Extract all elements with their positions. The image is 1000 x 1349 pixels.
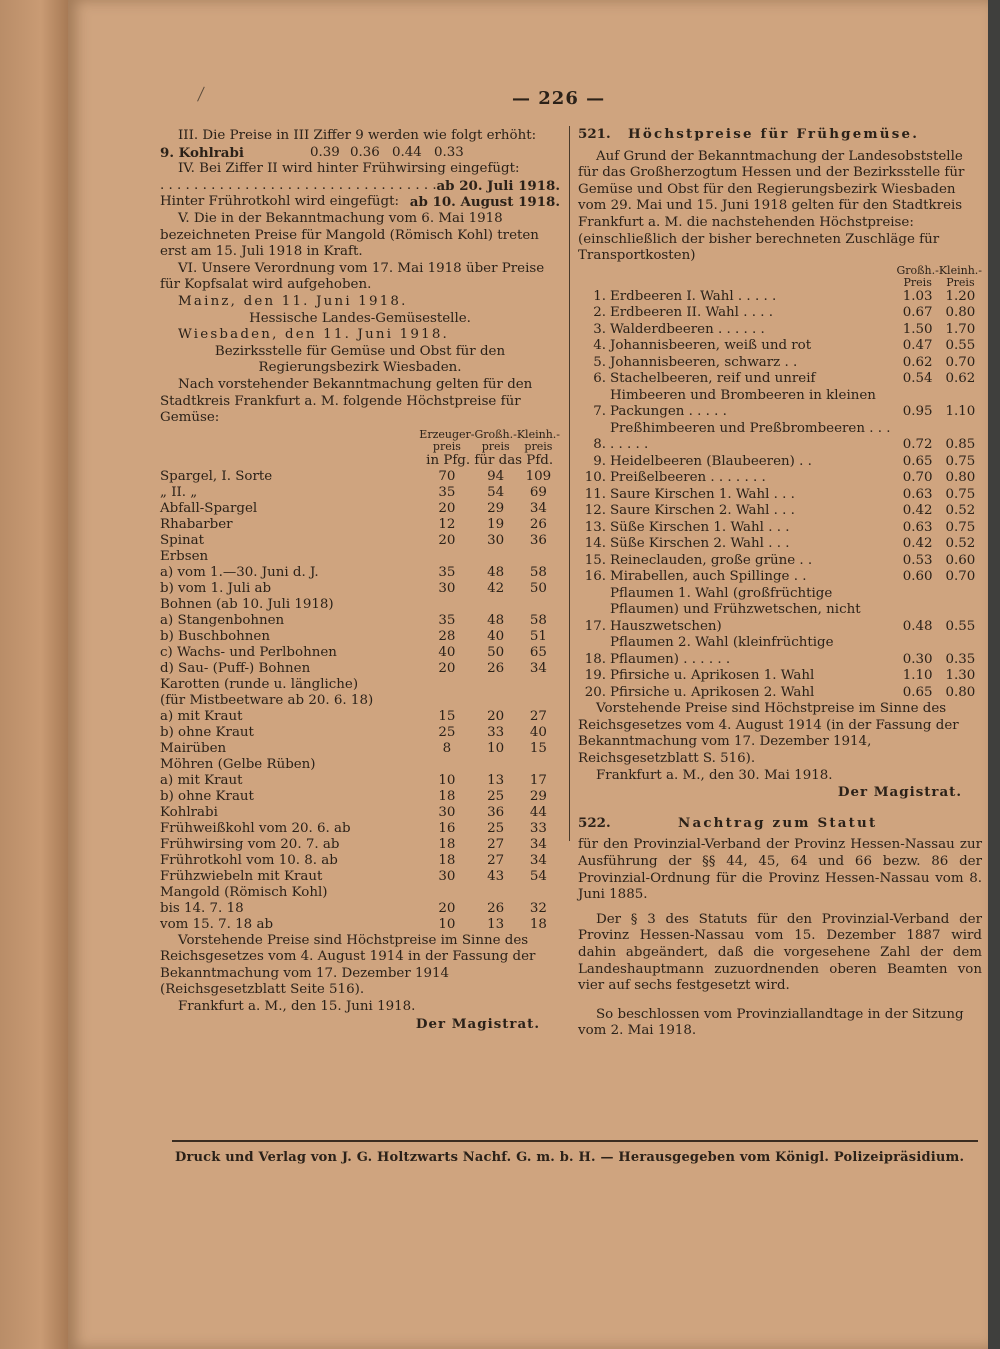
price-cell: 15	[529, 740, 547, 756]
column-header: Erzeuger-preis	[419, 427, 475, 453]
table-row	[160, 917, 560, 933]
price-cell: 13	[487, 916, 505, 932]
price-cell: 27	[487, 852, 505, 868]
item-name: Erdbeeren II. Wahl . . . .	[610, 305, 774, 321]
table-row	[160, 805, 560, 821]
table-row	[578, 355, 982, 372]
price-cell: 0.85	[945, 437, 976, 453]
table-row	[160, 901, 560, 917]
item-name: Saure Kirschen 1. Wahl . . .	[610, 486, 795, 502]
price-cell: 34	[529, 836, 547, 852]
item-number: 14.	[584, 536, 606, 552]
item-name: Saure Kirschen 2. Wahl . . .	[610, 503, 795, 519]
price-cell: 0.54	[902, 371, 933, 387]
price-cell: 58	[529, 612, 547, 628]
table-row	[160, 661, 560, 677]
price-cell: 0.53	[902, 552, 933, 568]
item-number: 19.	[584, 668, 606, 684]
item-name: Erdbeeren I. Wahl . . . . .	[610, 288, 777, 304]
kohlrabi-value: 0.36	[350, 144, 380, 160]
item-name: Pflaumen 1. Wahl (großfrüchtige Pflaumen) und Frühzwetschen, nicht Hauszwetschen)	[610, 585, 861, 634]
kohlrabi-value: 0.33	[434, 144, 464, 160]
vegetable-price-table	[160, 429, 560, 933]
price-cell: 18	[438, 788, 456, 804]
item-name: Abfall-Spargel	[160, 500, 258, 516]
price-cell: 0.30	[902, 651, 933, 667]
price-cell: 0.80	[945, 305, 976, 321]
item-name: Heidelbeeren (Blaubeeren) . .	[610, 453, 812, 469]
item-number: 8.	[593, 437, 606, 453]
price-cell	[517, 677, 560, 693]
price-cell	[475, 549, 517, 565]
mainz-org: Hessische Landes-Gemüsestelle.	[249, 310, 471, 326]
item-name: b) ohne Kraut	[160, 788, 254, 804]
price-cell: 30	[487, 532, 505, 548]
table-row	[160, 501, 560, 517]
item-name: „ II. „	[160, 484, 198, 500]
price-cell: 18	[529, 916, 547, 932]
price-cell: 27	[529, 708, 547, 724]
price-cell: 65	[529, 644, 547, 660]
table-row	[160, 565, 560, 581]
footer-imprint: Druck und Verlag von J. G. Holtzwarts Nachf. G. m. b. H. — Herausgegeben vom Königl. Polizeipräsidium.	[175, 1150, 965, 1165]
price-cell	[475, 757, 517, 773]
item-name: a) mit Kraut	[160, 772, 243, 788]
price-cell	[419, 597, 474, 613]
table-row	[160, 645, 560, 661]
vegetable-intro: Nach vorstehender Bekanntmachung gelten für den Stadtkreis Frankfurt a. M. folgende Höchstpreise für Gemüse:	[160, 376, 533, 426]
section-522-body: Der § 3 des Statuts für den Provinzial-Verband der Provinz Hessen-Nassau vom 15. Dezember 1887 wird dahin abgeändert, daß die vorgesehene Zahl der dem Landeshauptmann zuzuordnenden oberen Beamten von vier auf sechs festgesetzt wird.	[578, 911, 982, 994]
price-cell: 34	[529, 852, 547, 868]
price-cell: 48	[487, 612, 505, 628]
price-cell: 0.75	[945, 519, 976, 535]
item-name: Süße Kirschen 1. Wahl . . .	[610, 519, 790, 535]
price-cell: 30	[438, 580, 456, 596]
table-row	[578, 569, 982, 586]
item-name: Pflaumen 2. Wahl (kleinfrüchtige Pflaumen) . . . . . .	[610, 635, 834, 667]
table-row	[578, 635, 982, 668]
price-cell: 58	[529, 564, 547, 580]
item-name: Johannisbeeren, weiß und rot	[610, 338, 812, 354]
price-cell	[475, 597, 517, 613]
item-number: 2.	[593, 305, 606, 321]
item-name: Walderdbeeren . . . . . .	[610, 321, 765, 337]
price-cell: 19	[487, 516, 505, 532]
item-name: a) Stangenbohnen	[160, 612, 285, 628]
item-number: 12.	[584, 503, 606, 519]
price-cell: 0.65	[902, 453, 933, 469]
item-number: 1.	[593, 288, 606, 304]
table-row	[578, 454, 982, 471]
paragraph-v: V. Die in der Bekanntmachung vom 6. Mai 1918 bezeichneten Preise für Mangold (Römisch Kohl) treten erst am 15. Juli 1918 in Kraft.	[160, 210, 539, 260]
price-cell: 0.62	[945, 371, 976, 387]
left-date: Frankfurt a. M., den 15. Juni 1918.	[178, 999, 416, 1015]
item-number: 20.	[584, 684, 606, 700]
price-cell: 0.95	[902, 404, 933, 420]
left-column	[160, 128, 560, 1032]
item-name: Bohnen (ab 10. Juli 1918)	[160, 596, 334, 612]
table-row	[160, 613, 560, 629]
item-number: 16.	[584, 569, 606, 585]
item-name: Reineclauden, große grüne . .	[610, 552, 813, 568]
table-row	[160, 725, 560, 741]
table-row	[160, 597, 560, 613]
section-522-close: So beschlossen vom Provinziallandtage in der Sitzung vom 2. Mai 1918.	[578, 1006, 964, 1039]
wiesbaden-date: Wiesbaden, den 11. Juni 1918.	[178, 327, 450, 343]
price-cell: 25	[487, 820, 505, 836]
price-cell: 0.47	[902, 338, 933, 354]
column-header: Kleinh.-Preis	[938, 263, 982, 289]
table-row	[160, 581, 560, 597]
price-cell: 0.52	[945, 503, 976, 519]
item-name: Preißelbeeren . . . . . . .	[610, 470, 766, 486]
price-cell: 0.80	[945, 470, 976, 486]
table-row	[160, 773, 560, 789]
item-name: Spinat	[160, 532, 205, 548]
item-number: 15.	[584, 552, 606, 568]
price-cell	[419, 677, 474, 693]
table-row	[578, 470, 982, 487]
item-name: Preßhimbeeren und Preßbrombeeren . . . . . . . .	[610, 420, 891, 453]
section-521-heading	[578, 126, 982, 143]
price-cell: 0.67	[902, 305, 933, 321]
price-cell: 35	[438, 612, 456, 628]
item-number: 7.	[593, 404, 606, 420]
paragraph-iv-value: ab 20. Juli 1918.	[436, 177, 560, 194]
item-name: a) mit Kraut	[160, 708, 243, 724]
price-cell: 50	[529, 580, 547, 596]
unit-header: in Pfg. für das Pfd.	[426, 452, 554, 468]
price-cell: 25	[438, 724, 456, 740]
paragraph-iv: IV. Bei Ziffer II wird hinter Frühwirsing eingefügt:	[178, 161, 520, 177]
item-number: 10.	[584, 470, 606, 486]
item-number: 3.	[593, 321, 606, 337]
item-name: Pfirsiche u. Aprikosen 1. Wahl	[610, 668, 815, 684]
table-row	[160, 789, 560, 805]
price-cell: 69	[529, 484, 547, 500]
item-number: 9.	[593, 453, 606, 469]
price-cell: 34	[529, 660, 547, 676]
table-row	[578, 305, 982, 322]
price-cell: 0.63	[902, 486, 933, 502]
item-name: d) Sau- (Puff-) Bohnen	[160, 660, 311, 676]
kohlrabi-value: 0.44	[392, 144, 422, 160]
price-cell: 26	[529, 516, 547, 532]
item-name: c) Wachs- und Perlbohnen	[160, 644, 337, 660]
item-number: 6.	[593, 371, 606, 387]
item-name: Frühzwiebeln mit Kraut	[160, 868, 323, 884]
price-cell: 0.42	[902, 503, 933, 519]
table-row	[578, 371, 982, 388]
item-number: 5.	[593, 354, 606, 370]
price-cell	[419, 549, 474, 565]
item-number: 17.	[584, 618, 606, 634]
page-edge	[0, 0, 68, 1349]
item-number: 18.	[584, 651, 606, 667]
table-row	[578, 322, 982, 339]
item-name: Erbsen	[160, 548, 209, 564]
paragraph-iv-b-label: Hinter Frührotkohl wird eingefügt:	[160, 194, 400, 210]
price-cell	[419, 693, 474, 709]
price-cell: 0.42	[902, 536, 933, 552]
price-cell: 1.10	[902, 668, 933, 684]
fruit-price-table	[578, 265, 982, 702]
price-cell: 0.75	[945, 453, 976, 469]
price-cell: 20	[438, 532, 456, 548]
item-name: bis 14. 7. 18	[160, 900, 244, 916]
item-name: b) ohne Kraut	[160, 724, 254, 740]
price-cell	[517, 597, 560, 613]
price-cell: 109	[525, 468, 552, 484]
section-522-title: Nachtrag zum Statut	[678, 814, 878, 831]
price-cell: 30	[438, 804, 456, 820]
paragraph-iv-b-row	[160, 194, 560, 211]
price-cell: 20	[487, 708, 505, 724]
price-cell: 33	[529, 820, 547, 836]
right-signature: Der Magistrat.	[837, 784, 962, 801]
item-name: Möhren (Gelbe Rüben)	[160, 756, 316, 772]
mainz-date: Mainz, den 11. Juni 1918.	[178, 293, 408, 309]
price-cell	[419, 885, 474, 901]
column-header: Großh.-Preis	[896, 263, 939, 289]
price-cell: 51	[529, 628, 547, 644]
table-row	[578, 586, 982, 636]
price-cell: 10	[438, 772, 456, 788]
item-number: 4.	[593, 338, 606, 354]
wiesbaden-org: Bezirksstelle für Gemüse und Obst für den Regierungsbezirk Wiesbaden.	[214, 343, 506, 376]
table-row	[160, 757, 560, 773]
section-521-title: Höchstpreise für Frühgemüse.	[628, 126, 920, 142]
table-row	[578, 536, 982, 553]
price-cell: 48	[487, 564, 505, 580]
table-row	[578, 553, 982, 570]
right-column	[578, 126, 982, 1040]
item-name: Stachelbeeren, reif und unreif	[610, 371, 816, 387]
price-cell: 26	[487, 900, 505, 916]
price-cell: 0.52	[945, 536, 976, 552]
item-name: Mangold (Römisch Kohl)	[160, 884, 328, 900]
price-cell: 8	[442, 740, 452, 756]
price-cell: 1.50	[902, 321, 933, 337]
price-cell	[475, 677, 517, 693]
table-row	[160, 469, 560, 485]
item-name: b) Buschbohnen	[160, 628, 270, 644]
price-cell: 40	[529, 724, 547, 740]
table-row	[160, 709, 560, 725]
price-cell: 15	[438, 708, 456, 724]
price-cell: 33	[487, 724, 505, 740]
section-521-number: 521.	[578, 126, 611, 142]
price-cell: 34	[529, 500, 547, 516]
price-cell: 35	[438, 564, 456, 580]
price-cell: 35	[438, 484, 456, 500]
paragraph-iii: III. Die Preise in III Ziffer 9 werden wie folgt erhöht:	[178, 128, 537, 143]
price-cell: 20	[438, 900, 456, 916]
column-divider	[569, 126, 570, 841]
price-cell: 40	[487, 628, 505, 644]
table-row	[160, 677, 560, 693]
table-row	[160, 629, 560, 645]
table-row	[160, 517, 560, 533]
item-name: Frühwirsing vom 20. 7. ab	[160, 836, 340, 852]
item-name: Johannisbeeren, schwarz . .	[610, 354, 798, 370]
table-row	[160, 837, 560, 853]
section-522-heading	[578, 815, 982, 832]
price-cell: 18	[438, 836, 456, 852]
item-name: Rhabarber	[160, 516, 233, 532]
price-cell: 0.63	[902, 519, 933, 535]
price-cell: 0.55	[945, 338, 976, 354]
item-name: (für Mistbeetware ab 20. 6. 18)	[160, 692, 374, 708]
price-cell: 0.65	[902, 684, 933, 700]
item-name: Kohlrabi	[160, 804, 218, 820]
price-cell: 1.70	[945, 321, 976, 337]
table-row	[578, 685, 982, 702]
price-cell: 30	[438, 868, 456, 884]
kohlrabi-row	[160, 145, 560, 162]
item-name: Mirabellen, auch Spillinge . .	[610, 569, 807, 585]
price-cell: 27	[487, 836, 505, 852]
price-cell: 32	[529, 900, 547, 916]
kohlrabi-value: 0.39	[310, 144, 340, 160]
price-cell: 0.70	[945, 569, 976, 585]
price-cell: 10	[438, 916, 456, 932]
price-cell: 50	[487, 644, 505, 660]
price-cell: 25	[487, 788, 505, 804]
price-cell	[517, 885, 560, 901]
fruit-intro: Auf Grund der Bekanntmachung der Landesobststelle für das Großherzogtum Hessen und der Bezirksstelle für Gemüse und Obst für den Regierungsbezirk Wiesbaden vom 29. Mai und 15. Juni 1918 gelten für den Stadtkreis Frankfurt a. M. die nachstehenden Höchstpreise: (einschließlich der bisher berechneten Zuschläge für Transportkosten)	[578, 148, 965, 264]
item-name: vom 15. 7. 18 ab	[160, 916, 274, 932]
price-cell: 1.03	[902, 288, 933, 304]
price-cell: 54	[529, 868, 547, 884]
left-signature: Der Magistrat.	[415, 1015, 540, 1032]
table-row	[578, 388, 982, 421]
price-cell: 43	[487, 868, 505, 884]
price-cell: 16	[438, 820, 456, 836]
table-row	[578, 338, 982, 355]
table-row	[578, 503, 982, 520]
price-cell: 42	[487, 580, 505, 596]
price-cell: 94	[487, 468, 505, 484]
price-cell: 18	[438, 852, 456, 868]
price-cell	[517, 693, 560, 709]
item-name: Süße Kirschen 2. Wahl . . .	[610, 536, 790, 552]
item-name: a) vom 1.—30. Juni d. J.	[160, 564, 319, 580]
table-row	[160, 693, 560, 709]
column-header: Großh.-preis	[474, 427, 517, 453]
item-name: Frühweißkohl vom 20. 6. ab	[160, 820, 351, 836]
item-number: 13.	[584, 519, 606, 535]
price-cell: 0.60	[945, 552, 976, 568]
table-row	[160, 821, 560, 837]
column-header: Kleinh.-preis	[516, 427, 560, 453]
price-cell: 36	[529, 532, 547, 548]
table-row	[578, 520, 982, 537]
price-cell: 0.48	[902, 618, 933, 634]
table-row	[160, 853, 560, 869]
paragraph-iv-value-row	[160, 178, 560, 195]
item-number: 11.	[584, 486, 606, 502]
price-cell: 12	[438, 516, 456, 532]
left-closing: Vorstehende Preise sind Höchstpreise im Sinne des Reichsgesetzes vom 4. August 1914 in der Fassung der Bekanntmachung vom 17. Dezember 1914 (Reichsgesetzblatt Seite 516).	[160, 932, 536, 998]
price-cell: 54	[487, 484, 505, 500]
price-cell	[517, 549, 560, 565]
price-cell: 40	[438, 644, 456, 660]
price-cell: 1.20	[945, 288, 976, 304]
price-cell: 28	[438, 628, 456, 644]
page-number: — 226 —	[512, 88, 606, 109]
price-cell: 20	[438, 660, 456, 676]
price-cell: 0.62	[902, 354, 933, 370]
table-row	[160, 869, 560, 885]
table-row	[160, 885, 560, 901]
table-row	[578, 289, 982, 306]
price-cell: 0.80	[945, 684, 976, 700]
item-name: Himbeeren und Brombeeren in kleinen Packungen . . . . .	[610, 387, 876, 420]
right-closing: Vorstehende Preise sind Höchstpreise im Sinne des Reichsgesetzes vom 4. August 1914 (in der Fassung der Bekanntmachung vom 17. Dezember 1914, Reichsgesetzblatt S. 516).	[578, 701, 959, 767]
price-cell	[475, 885, 517, 901]
price-cell: 0.55	[945, 618, 976, 634]
price-cell	[517, 757, 560, 773]
paragraph-vi: VI. Unsere Verordnung vom 17. Mai 1918 über Preise für Kopfsalat wird aufgehoben.	[160, 260, 545, 293]
item-name: Mairüben	[160, 740, 227, 756]
price-cell: 0.72	[902, 437, 933, 453]
item-name: Frührotkohl vom 10. 8. ab	[160, 852, 338, 868]
item-name: Pfirsiche u. Aprikosen 2. Wahl	[610, 684, 815, 700]
price-cell: 1.10	[945, 404, 976, 420]
table-row	[578, 421, 982, 454]
section-522-number: 522.	[578, 814, 611, 831]
price-cell: 70	[438, 468, 456, 484]
price-cell: 44	[529, 804, 547, 820]
price-cell: 0.35	[945, 651, 976, 667]
footer-rule	[172, 1140, 978, 1142]
price-cell: 26	[487, 660, 505, 676]
price-cell: 20	[438, 500, 456, 516]
price-cell: 0.70	[945, 354, 976, 370]
table-row	[160, 533, 560, 549]
price-cell: 29	[487, 500, 505, 516]
table-row	[578, 487, 982, 504]
price-cell: 0.75	[945, 486, 976, 502]
paragraph-iv-b-value: ab 10. August 1918.	[409, 194, 560, 211]
right-date: Frankfurt a. M., den 30. Mai 1918.	[596, 767, 833, 783]
price-cell: 17	[529, 772, 547, 788]
table-row	[160, 741, 560, 757]
price-cell: 29	[529, 788, 547, 804]
kohlrabi-label: 9. Kohlrabi	[160, 144, 244, 161]
price-cell	[475, 693, 517, 709]
table-row	[160, 485, 560, 501]
price-cell: 0.60	[902, 569, 933, 585]
table-row	[160, 549, 560, 565]
price-cell: 13	[487, 772, 505, 788]
price-cell: 1.30	[945, 668, 976, 684]
price-cell: 10	[487, 740, 505, 756]
price-cell: 0.70	[902, 470, 933, 486]
table-row	[578, 668, 982, 685]
item-name: Spargel, I. Sorte	[160, 468, 273, 484]
item-name: Karotten (runde u. längliche)	[160, 676, 359, 692]
item-name: b) vom 1. Juli ab	[160, 580, 272, 596]
section-522-subtitle: für den Provinzial-Verband der Provinz Hessen-Nassau zur Ausführung der §§ 44, 45, 64 und 66 bezw. 86 der Provinzial-Ordnung für die Provinz Hessen-Nassau vom 8. Juni 1885.	[578, 837, 982, 903]
price-cell	[419, 757, 474, 773]
price-cell: 36	[487, 804, 505, 820]
